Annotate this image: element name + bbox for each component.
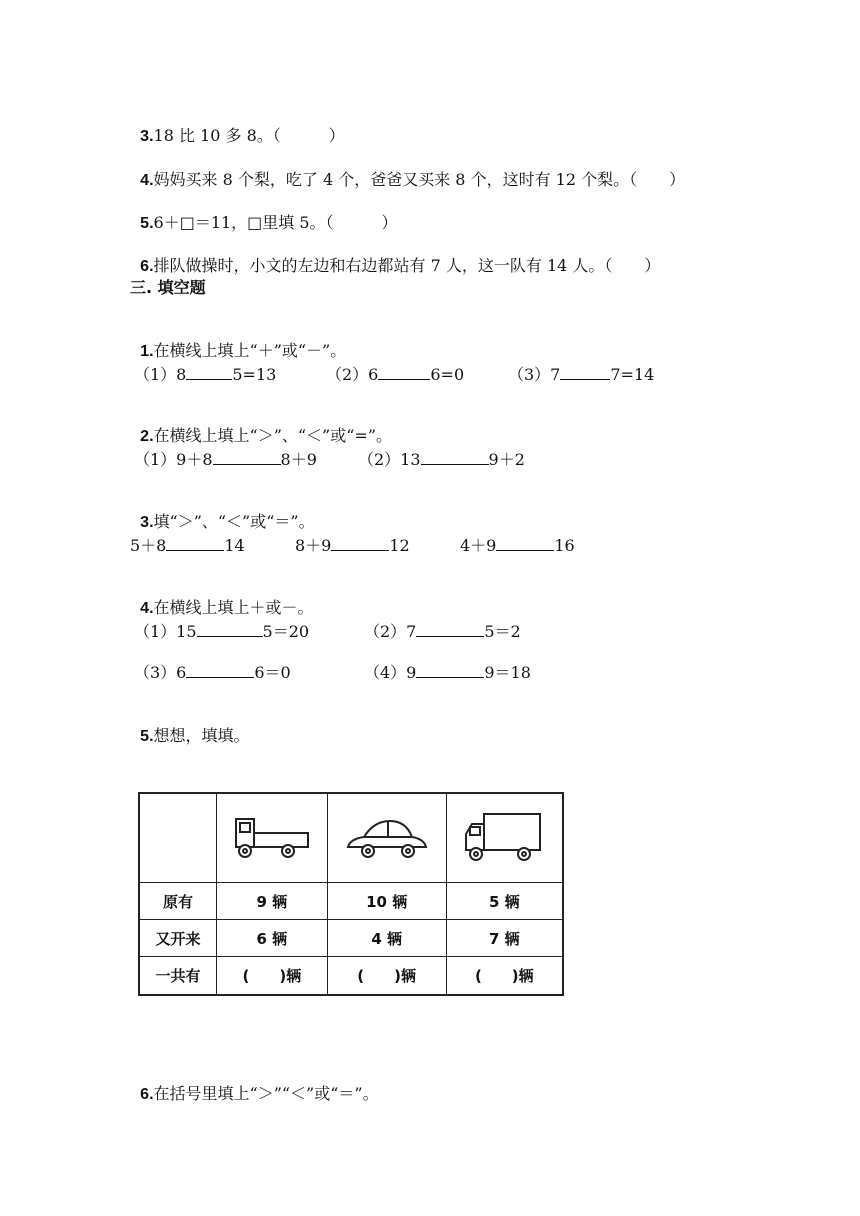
q4-item-2: （2）7 5＝2 [364, 622, 521, 641]
empty-corner-cell [139, 793, 217, 883]
answer-blank[interactable] [166, 535, 224, 551]
table-cell: 6 辆 [217, 920, 328, 957]
car-icon [344, 813, 430, 863]
answer-blank[interactable] [560, 364, 610, 380]
q1-item-3: （3）7 7=14 [508, 365, 655, 384]
row-label: 原有 [139, 883, 217, 920]
answer-blank[interactable] [186, 662, 254, 678]
q1-item-2: （2）6 6=0 [326, 365, 465, 384]
truck-icon [232, 813, 312, 863]
judge-item-5 [130, 193, 398, 234]
van-icon [462, 810, 546, 866]
answer-cell[interactable]: ( )辆 [446, 957, 563, 995]
q3-item-2: 8＋9 12 [295, 536, 410, 555]
table-cell: 9 辆 [217, 883, 328, 920]
vehicle-table [138, 792, 564, 996]
question-1 [130, 321, 346, 362]
table-row [139, 957, 563, 995]
question-text: 填“＞”、“＜”或“＝”。 [153, 512, 315, 531]
table-header-row [139, 793, 563, 883]
table-cell: 4 辆 [327, 920, 446, 957]
question-text: 在横线上填上“＋”或“－”。 [153, 341, 347, 360]
question-text: 在横线上填上“＞”、“＜”或“=”。 [153, 426, 393, 445]
question-number: 5. [140, 728, 154, 745]
judge-item-3 [130, 106, 345, 147]
question-number: 2. [140, 428, 154, 445]
item-text: 6＋□＝11，□里填 5。（ ） [153, 213, 398, 232]
item-number: 5. [140, 215, 154, 232]
table-cell: 5 辆 [446, 883, 563, 920]
answer-blank[interactable] [378, 364, 430, 380]
question-number: 3. [140, 514, 154, 531]
question-number: 6. [140, 1086, 154, 1103]
answer-cell[interactable]: ( )辆 [217, 957, 328, 995]
answer-blank[interactable] [186, 364, 232, 380]
item-text: 妈妈买来 8 个梨，吃了 4 个，爸爸又买来 8 个，这时有 12 个梨。（ ） [153, 170, 686, 189]
question-text: 想想，填填。 [153, 726, 250, 745]
q2-item-2: （2）13 9＋2 [358, 450, 525, 469]
question-text: 在横线上填上＋或－。 [153, 598, 314, 617]
table-cell: 7 辆 [446, 920, 563, 957]
question-4 [130, 578, 314, 619]
question-6 [130, 1064, 379, 1105]
car-cell [327, 793, 446, 883]
answer-blank[interactable] [496, 535, 554, 551]
question-number: 4. [140, 600, 154, 617]
q4-item-1: （1）15 5＝20 [134, 622, 310, 641]
answer-blank[interactable] [331, 535, 389, 551]
q3-item-1: 5＋8 14 [130, 536, 245, 555]
table-row [139, 883, 563, 920]
q2-item-1: （1）9＋8 8＋9 [134, 450, 317, 469]
table-row [139, 920, 563, 957]
section-heading: 三. 填空题 [130, 278, 206, 297]
q1-item-1: （1）8 5=13 [134, 365, 277, 384]
item-text: 18 比 10 多 8。（ ） [153, 126, 345, 145]
answer-blank[interactable] [416, 662, 484, 678]
question-2 [130, 406, 392, 447]
item-number: 4. [140, 172, 154, 189]
q4-item-4: （4）9 9＝18 [364, 663, 531, 682]
van-cell [446, 793, 563, 883]
question-3 [130, 492, 315, 533]
judge-item-6 [130, 236, 660, 277]
truck-cell [217, 793, 328, 883]
q3-item-3: 4＋9 16 [460, 536, 575, 555]
answer-cell[interactable]: ( )辆 [327, 957, 446, 995]
answer-blank[interactable] [213, 449, 281, 465]
judge-item-4 [130, 150, 685, 191]
answer-blank[interactable] [421, 449, 489, 465]
answer-blank[interactable] [416, 621, 484, 637]
question-number: 1. [140, 343, 154, 360]
question-5 [130, 706, 250, 747]
answer-blank[interactable] [197, 621, 263, 637]
table-cell: 10 辆 [327, 883, 446, 920]
row-label: 又开来 [139, 920, 217, 957]
item-text: 排队做操时，小文的左边和右边都站有 7 人，这一队有 14 人。（ ） [153, 256, 661, 275]
item-number: 6. [140, 258, 154, 275]
item-number: 3. [140, 128, 154, 145]
question-text: 在括号里填上“＞”“＜”或“＝”。 [153, 1084, 379, 1103]
q4-item-3: （3）6 6＝0 [134, 663, 291, 682]
row-label: 一共有 [139, 957, 217, 995]
